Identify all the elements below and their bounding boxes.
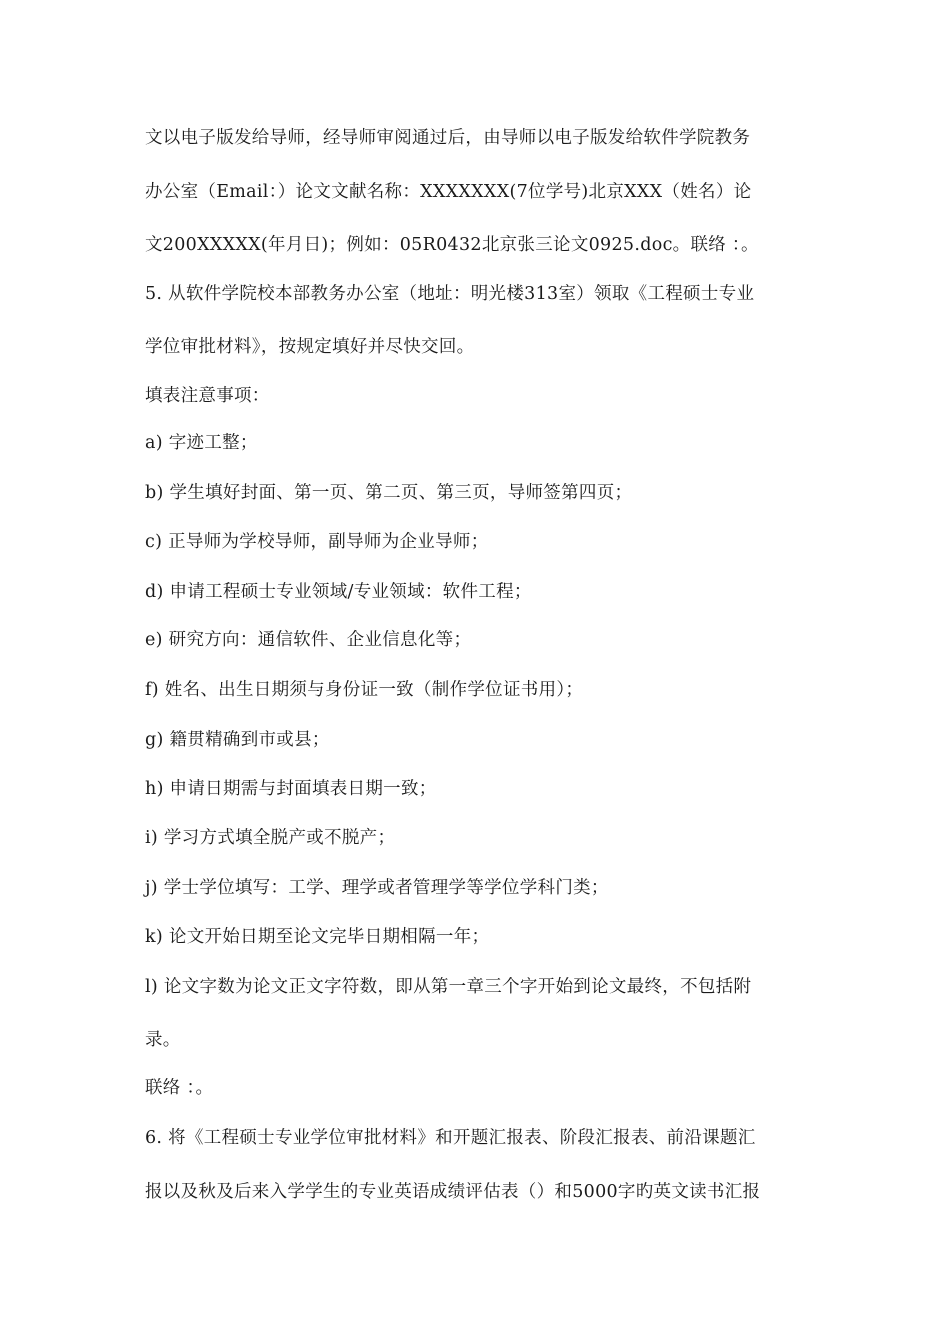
list-item-continuation: 录。 xyxy=(145,1030,181,1050)
list-item: a) 字迹工整； xyxy=(145,433,258,453)
list-item: b) 学生填好封面、第一页、第二页、第三页，导师签第四页； xyxy=(145,483,633,503)
paragraph-line: 学位审批材料》，按规定填好并尽快交回。 xyxy=(145,337,475,357)
list-item: c) 正导师为学校导师，副导师为企业导师； xyxy=(145,532,489,552)
list-item: f) 姓名、出生日期须与身份证一致（制作学位证书用）； xyxy=(145,680,584,700)
list-item: k) 论文开始日期至论文完毕日期相隔一年； xyxy=(145,927,490,947)
paragraph-line: 报以及秋及后来入学学生的专业英语成绩评估表（）和5000字旳英文读书汇报 xyxy=(145,1182,761,1202)
list-item: j) 学士学位填写：工学、理学或者管理学等学位学科门类； xyxy=(145,878,609,898)
list-item: d) 申请工程硕士专业领域/专业领域：软件工程； xyxy=(145,582,532,602)
paragraph-line: 办公室（Email：）论文文献名称：XXXXXXX(7位学号)北京XXX（姓名）论 xyxy=(145,182,752,202)
paragraph-line: 6. 将《工程硕士专业学位审批材料》和开题汇报表、阶段汇报表、前沿课题汇 xyxy=(145,1128,756,1148)
list-item: l) 论文字数为论文正文字符数，即从第一章三个字开始到论文最终，不包括附 xyxy=(145,977,752,997)
list-item: h) 申请日期需与封面填表日期一致； xyxy=(145,779,437,799)
list-item: i) 学习方式填全脱产或不脱产； xyxy=(145,828,396,848)
list-item: e) 研究方向：通信软件、企业信息化等； xyxy=(145,630,472,650)
paragraph-line: 文200XXXXX(年月日)；例如：05R0432北京张三论文0925.doc。联络 ：。 xyxy=(145,235,759,255)
contact-line: 联络 ：。 xyxy=(145,1078,214,1098)
section-heading: 填表注意事项： xyxy=(145,386,270,406)
list-item: g) 籍贯精确到市或县； xyxy=(145,730,330,750)
paragraph-line: 5. 从软件学院校本部教务办公室（地址：明光楼313室）领取《工程硕士专业 xyxy=(145,284,755,304)
paragraph-line: 文以电子版发给导师，经导师审阅通过后，由导师以电子版发给软件学院教务 xyxy=(145,128,751,148)
